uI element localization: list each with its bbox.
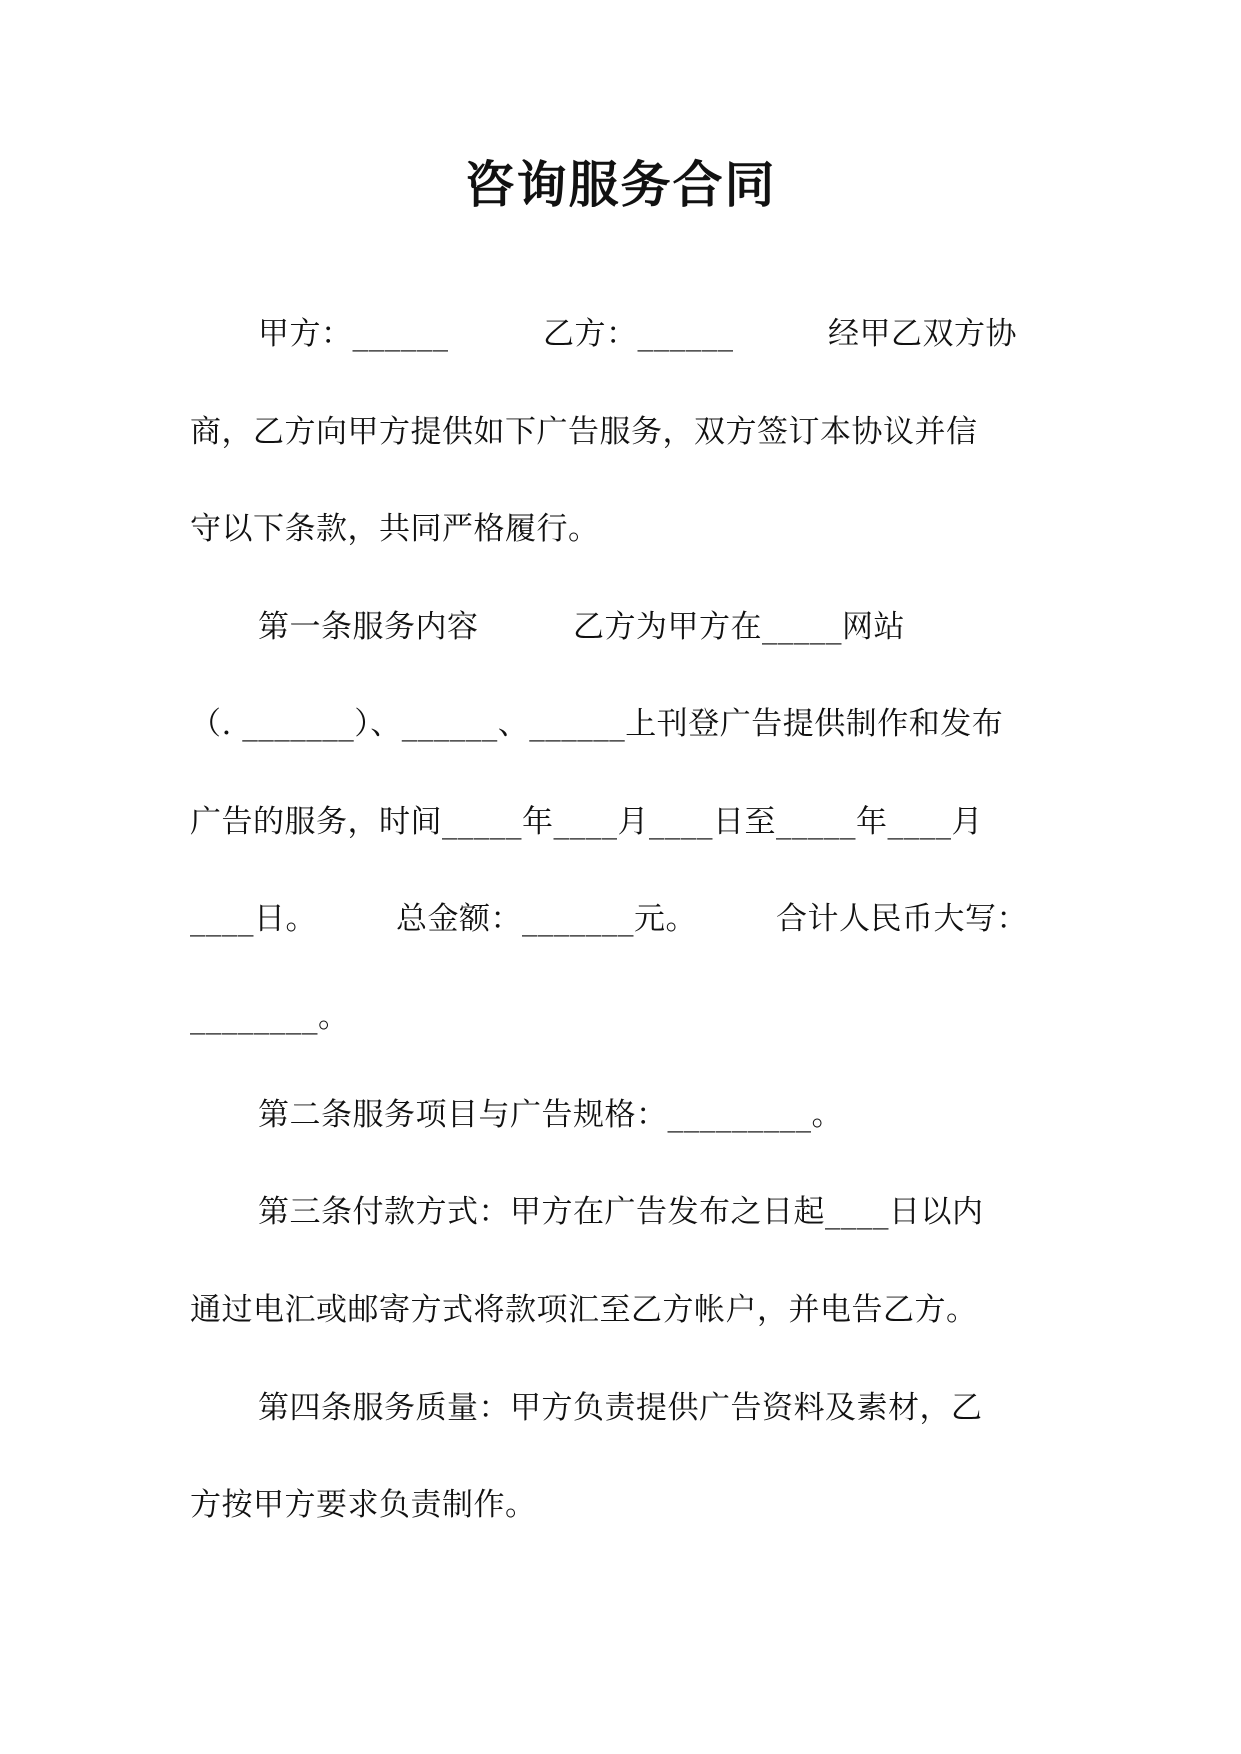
document-title: 咨询服务合同 [464, 155, 777, 214]
article-one-amount-words-line: ________。 [190, 999, 350, 1035]
article-one-period-line: 广告的服务，时间_____年____月____日至_____年____月 [190, 804, 983, 840]
article-one-amount-line: ____日。 总金额：_______元。 合计人民币大写： [190, 901, 1028, 937]
contract-line-intro-continued: 商，乙方向甲方提供如下广告服务，双方签订本协议并信 [190, 414, 978, 450]
article-one-heading-line: 第一条服务内容 乙方为甲方在_____网站 [258, 609, 905, 645]
article-four-line: 第四条服务质量：甲方负责提供广告资料及素材，乙 [258, 1390, 983, 1426]
contract-line-intro-end: 守以下条款，共同严格履行。 [190, 511, 600, 547]
article-two-line: 第二条服务项目与广告规格：_________。 [258, 1097, 843, 1133]
article-four-continued-line: 方按甲方要求负责制作。 [190, 1487, 537, 1523]
article-three-line: 第三条付款方式：甲方在广告发布之日起____日以内 [258, 1194, 984, 1230]
article-one-sites-line: （. _______）、______、______上刊登广告提供制作和发布 [190, 706, 1004, 742]
contract-line-parties: 甲方：______ 乙方：______ 经甲乙双方协 [258, 316, 1017, 352]
article-three-continued-line: 通过电汇或邮寄方式将款项汇至乙方帐户，并电告乙方。 [190, 1292, 978, 1328]
